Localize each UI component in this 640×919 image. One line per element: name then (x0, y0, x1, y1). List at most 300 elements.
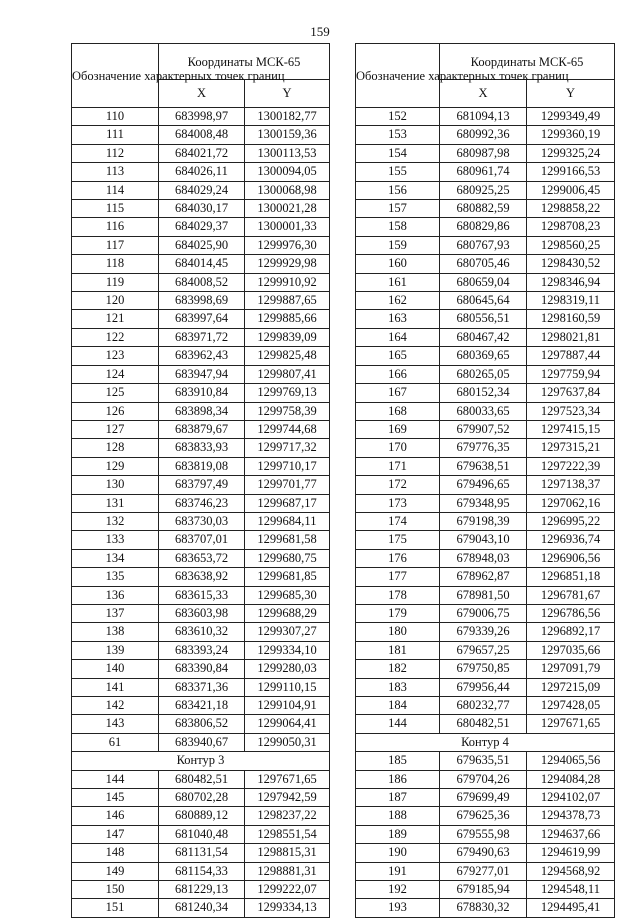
y-coordinate-cell: 1294084,28 (527, 770, 615, 788)
y-coordinate-cell: 1298021,81 (527, 328, 615, 346)
y-coordinate-cell: 1299334,10 (245, 641, 330, 659)
table-row (356, 384, 615, 402)
point-number-cell: 132 (72, 512, 159, 530)
x-coordinate-cell: 680556,51 (440, 310, 527, 328)
y-coordinate-cell: 1297215,09 (527, 678, 615, 696)
y-coordinate-cell: 1299681,85 (245, 568, 330, 586)
point-number-cell: 155 (356, 163, 440, 181)
table-row (72, 236, 330, 254)
x-coordinate-cell: 681240,34 (159, 899, 245, 917)
table-row (356, 512, 615, 530)
y-coordinate-cell: 1300021,28 (245, 200, 330, 218)
point-number-cell: 178 (356, 586, 440, 604)
coordinates-table-left (71, 43, 330, 918)
y-coordinate-cell: 1294637,66 (527, 825, 615, 843)
table-row (72, 292, 330, 310)
x-coordinate-cell: 684025,90 (159, 236, 245, 254)
x-coordinate-cell: 680482,51 (159, 770, 245, 788)
x-coordinate-cell: 680882,59 (440, 200, 527, 218)
table-row (72, 439, 330, 457)
x-coordinate-cell: 683910,84 (159, 384, 245, 402)
table-row (356, 163, 615, 181)
point-number-cell: 157 (356, 200, 440, 218)
point-number-cell: 165 (356, 347, 440, 365)
table-row (72, 108, 330, 126)
point-number-cell: 147 (72, 825, 159, 843)
x-coordinate-cell: 683730,03 (159, 512, 245, 530)
table-row (356, 807, 615, 825)
y-coordinate-cell: 1299717,32 (245, 439, 330, 457)
y-coordinate-cell: 1299744,68 (245, 420, 330, 438)
x-coordinate-cell: 684029,24 (159, 181, 245, 199)
y-coordinate-cell: 1299929,98 (245, 255, 330, 273)
point-number-cell: 184 (356, 697, 440, 715)
point-number-cell: 122 (72, 328, 159, 346)
x-coordinate-cell: 683947,94 (159, 365, 245, 383)
y-coordinate-cell: 1299166,53 (527, 163, 615, 181)
point-number-cell: 149 (72, 862, 159, 880)
point-number-cell: 175 (356, 531, 440, 549)
y-coordinate-cell: 1299688,29 (245, 604, 330, 622)
y-coordinate-cell: 1299307,27 (245, 623, 330, 641)
table-row (356, 604, 615, 622)
point-number-cell: 160 (356, 255, 440, 273)
x-coordinate-cell: 678962,87 (440, 568, 527, 586)
x-coordinate-cell: 681131,54 (159, 844, 245, 862)
header-coordinates: Координаты МСК-65 (159, 44, 330, 80)
y-coordinate-cell: 1299825,48 (245, 347, 330, 365)
point-number-cell: 153 (356, 126, 440, 144)
x-coordinate-cell: 683746,23 (159, 494, 245, 512)
y-coordinate-cell: 1297887,44 (527, 347, 615, 365)
x-coordinate-cell: 683997,64 (159, 310, 245, 328)
y-coordinate-cell: 1296781,67 (527, 586, 615, 604)
x-coordinate-cell: 683879,67 (159, 420, 245, 438)
point-number-cell: 142 (72, 697, 159, 715)
coordinates-table-right (355, 43, 615, 918)
y-coordinate-cell: 1296995,22 (527, 512, 615, 530)
x-coordinate-cell: 683998,69 (159, 292, 245, 310)
table-row (72, 144, 330, 162)
table-row (72, 365, 330, 383)
x-coordinate-cell: 681229,13 (159, 881, 245, 899)
y-coordinate-cell: 1299769,13 (245, 384, 330, 402)
point-number-cell: 115 (72, 200, 159, 218)
x-coordinate-cell: 684014,45 (159, 255, 245, 273)
point-number-cell: 191 (356, 862, 440, 880)
table-row (356, 420, 615, 438)
table-row (356, 568, 615, 586)
table-row (356, 255, 615, 273)
x-coordinate-cell: 681094,13 (440, 108, 527, 126)
y-coordinate-cell: 1297759,94 (527, 365, 615, 383)
point-number-cell: 61 (72, 733, 159, 751)
page-number: 159 (310, 24, 330, 39)
point-number-cell: 113 (72, 163, 159, 181)
point-number-cell: 133 (72, 531, 159, 549)
point-number-cell: 150 (72, 881, 159, 899)
y-coordinate-cell: 1297637,84 (527, 384, 615, 402)
point-number-cell: 123 (72, 347, 159, 365)
x-coordinate-cell: 683898,34 (159, 402, 245, 420)
x-coordinate-cell: 683390,84 (159, 660, 245, 678)
point-number-cell: 130 (72, 476, 159, 494)
y-coordinate-cell: 1299758,39 (245, 402, 330, 420)
y-coordinate-cell: 1298346,94 (527, 273, 615, 291)
x-coordinate-cell: 680889,12 (159, 807, 245, 825)
y-coordinate-cell: 1299885,66 (245, 310, 330, 328)
point-number-cell: 117 (72, 236, 159, 254)
x-coordinate-cell: 679277,01 (440, 862, 527, 880)
point-number-cell: 152 (356, 108, 440, 126)
x-coordinate-cell: 683653,72 (159, 549, 245, 567)
header-coordinates: Координаты МСК-65 (440, 44, 615, 80)
y-coordinate-cell: 1300159,36 (245, 126, 330, 144)
table-row (356, 439, 615, 457)
point-number-cell: 131 (72, 494, 159, 512)
point-number-cell: 136 (72, 586, 159, 604)
table-row (356, 586, 615, 604)
y-coordinate-cell: 1297315,21 (527, 439, 615, 457)
table-row (72, 476, 330, 494)
x-coordinate-cell: 680152,34 (440, 384, 527, 402)
table-row (72, 825, 330, 843)
y-coordinate-cell: 1294102,07 (527, 789, 615, 807)
point-number-cell: 173 (356, 494, 440, 512)
x-coordinate-cell: 679956,44 (440, 678, 527, 696)
point-number-cell: 154 (356, 144, 440, 162)
point-number-cell: 137 (72, 604, 159, 622)
table-row (356, 844, 615, 862)
x-coordinate-cell: 679198,39 (440, 512, 527, 530)
table-row (72, 807, 330, 825)
y-coordinate-cell: 1298237,22 (245, 807, 330, 825)
y-coordinate-cell: 1299280,03 (245, 660, 330, 678)
y-coordinate-cell: 1299710,17 (245, 457, 330, 475)
x-coordinate-cell: 679185,94 (440, 881, 527, 899)
x-coordinate-cell: 683615,33 (159, 586, 245, 604)
y-coordinate-cell: 1300113,53 (245, 144, 330, 162)
y-coordinate-cell: 1297035,66 (527, 641, 615, 659)
x-coordinate-cell: 678948,03 (440, 549, 527, 567)
table-row (356, 881, 615, 899)
point-number-cell: 185 (356, 752, 440, 770)
x-coordinate-cell: 683962,43 (159, 347, 245, 365)
table-row (72, 604, 330, 622)
point-number-cell: 163 (356, 310, 440, 328)
table-row (72, 623, 330, 641)
point-number-cell: 111 (72, 126, 159, 144)
x-coordinate-cell: 680645,64 (440, 292, 527, 310)
y-coordinate-cell: 1294378,73 (527, 807, 615, 825)
table-row (356, 641, 615, 659)
point-number-cell: 129 (72, 457, 159, 475)
y-coordinate-cell: 1300094,05 (245, 163, 330, 181)
y-coordinate-cell: 1297523,34 (527, 402, 615, 420)
point-number-cell: 171 (356, 457, 440, 475)
table-row (72, 770, 330, 788)
y-coordinate-cell: 1299887,65 (245, 292, 330, 310)
x-coordinate-cell: 683819,08 (159, 457, 245, 475)
table-row (72, 181, 330, 199)
x-coordinate-cell: 680925,25 (440, 181, 527, 199)
x-coordinate-cell: 679657,25 (440, 641, 527, 659)
table-row (72, 420, 330, 438)
point-number-cell: 114 (72, 181, 159, 199)
point-number-cell: 186 (356, 770, 440, 788)
y-coordinate-cell: 1298708,23 (527, 218, 615, 236)
y-coordinate-cell: 1299360,19 (527, 126, 615, 144)
x-coordinate-cell: 680829,86 (440, 218, 527, 236)
y-coordinate-cell: 1296906,56 (527, 549, 615, 567)
point-number-cell: 141 (72, 678, 159, 696)
table-row (72, 347, 330, 365)
x-coordinate-cell: 679555,98 (440, 825, 527, 843)
point-number-cell: 134 (72, 549, 159, 567)
point-number-cell: 169 (356, 420, 440, 438)
x-coordinate-cell: 680369,65 (440, 347, 527, 365)
x-coordinate-cell: 683371,36 (159, 678, 245, 696)
x-coordinate-cell: 680467,42 (440, 328, 527, 346)
table-row (356, 660, 615, 678)
y-coordinate-cell: 1299681,58 (245, 531, 330, 549)
table-row (72, 310, 330, 328)
table-row (72, 641, 330, 659)
table-row (72, 881, 330, 899)
table-row (72, 126, 330, 144)
y-coordinate-cell: 1296892,17 (527, 623, 615, 641)
table-row (72, 549, 330, 567)
table-row (356, 789, 615, 807)
point-number-cell: 125 (72, 384, 159, 402)
point-number-cell: 146 (72, 807, 159, 825)
x-coordinate-cell: 679490,63 (440, 844, 527, 862)
x-coordinate-cell: 684029,37 (159, 218, 245, 236)
table-row (356, 144, 615, 162)
x-coordinate-cell: 683971,72 (159, 328, 245, 346)
point-number-cell: 145 (72, 789, 159, 807)
y-coordinate-cell: 1296936,74 (527, 531, 615, 549)
table-row (356, 715, 615, 733)
x-coordinate-cell: 678981,50 (440, 586, 527, 604)
table-row (356, 494, 615, 512)
y-coordinate-cell: 1299110,15 (245, 678, 330, 696)
table-row (356, 752, 615, 770)
table-row (356, 236, 615, 254)
table-row (356, 365, 615, 383)
point-number-cell: 120 (72, 292, 159, 310)
x-coordinate-cell: 684026,11 (159, 163, 245, 181)
point-number-cell: 162 (356, 292, 440, 310)
x-coordinate-cell: 680767,93 (440, 236, 527, 254)
point-number-cell: 176 (356, 549, 440, 567)
table-row (356, 347, 615, 365)
point-number-cell: 180 (356, 623, 440, 641)
table-row (356, 310, 615, 328)
x-coordinate-cell: 684008,48 (159, 126, 245, 144)
y-coordinate-cell: 1299325,24 (527, 144, 615, 162)
table-row (72, 586, 330, 604)
x-coordinate-cell: 679496,65 (440, 476, 527, 494)
x-coordinate-cell: 683833,93 (159, 439, 245, 457)
x-coordinate-cell: 683393,24 (159, 641, 245, 659)
header-x: X (440, 80, 527, 108)
y-coordinate-cell: 1298160,59 (527, 310, 615, 328)
header-y: Y (245, 80, 330, 108)
point-number-cell: 172 (356, 476, 440, 494)
table-row (72, 531, 330, 549)
table-row (356, 273, 615, 291)
y-coordinate-cell: 1297942,59 (245, 789, 330, 807)
table-row (72, 218, 330, 236)
table-body (72, 108, 330, 918)
table-row (356, 218, 615, 236)
y-coordinate-cell: 1299680,75 (245, 549, 330, 567)
table-row (356, 678, 615, 696)
point-number-cell: 118 (72, 255, 159, 273)
x-coordinate-cell: 683638,92 (159, 568, 245, 586)
y-coordinate-cell: 1300001,33 (245, 218, 330, 236)
table-row (356, 200, 615, 218)
y-coordinate-cell: 1297671,65 (527, 715, 615, 733)
x-coordinate-cell: 683998,97 (159, 108, 245, 126)
table-row (72, 328, 330, 346)
y-coordinate-cell: 1294065,56 (527, 752, 615, 770)
y-coordinate-cell: 1298430,52 (527, 255, 615, 273)
table-row (72, 862, 330, 880)
contour-label: Контур 4 (356, 733, 615, 751)
table-row (72, 494, 330, 512)
point-number-cell: 166 (356, 365, 440, 383)
point-number-cell: 112 (72, 144, 159, 162)
point-number-cell: 189 (356, 825, 440, 843)
y-coordinate-cell: 1300068,98 (245, 181, 330, 199)
table-row (72, 660, 330, 678)
y-coordinate-cell: 1299006,45 (527, 181, 615, 199)
y-coordinate-cell: 1300182,77 (245, 108, 330, 126)
x-coordinate-cell: 684030,17 (159, 200, 245, 218)
y-coordinate-cell: 1297671,65 (245, 770, 330, 788)
x-coordinate-cell: 679006,75 (440, 604, 527, 622)
point-number-cell: 170 (356, 439, 440, 457)
x-coordinate-cell: 684008,52 (159, 273, 245, 291)
x-coordinate-cell: 679043,10 (440, 531, 527, 549)
x-coordinate-cell: 679339,26 (440, 623, 527, 641)
table-row (356, 457, 615, 475)
x-coordinate-cell: 680482,51 (440, 715, 527, 733)
point-number-cell: 174 (356, 512, 440, 530)
x-coordinate-cell: 680033,65 (440, 402, 527, 420)
x-coordinate-cell: 683797,49 (159, 476, 245, 494)
point-number-cell: 182 (356, 660, 440, 678)
point-number-cell: 124 (72, 365, 159, 383)
y-coordinate-cell: 1298560,25 (527, 236, 615, 254)
x-coordinate-cell: 683806,52 (159, 715, 245, 733)
table-row (356, 549, 615, 567)
point-number-cell: 128 (72, 439, 159, 457)
y-coordinate-cell: 1298858,22 (527, 200, 615, 218)
x-coordinate-cell: 683940,67 (159, 733, 245, 751)
table-row (72, 512, 330, 530)
table-row (72, 789, 330, 807)
x-coordinate-cell: 680232,77 (440, 697, 527, 715)
y-coordinate-cell: 1296851,18 (527, 568, 615, 586)
point-number-cell: 177 (356, 568, 440, 586)
point-number-cell: 127 (72, 420, 159, 438)
point-number-cell: 167 (356, 384, 440, 402)
table-row (72, 844, 330, 862)
table-row (72, 384, 330, 402)
header-x: X (159, 80, 245, 108)
table-row (356, 126, 615, 144)
point-number-cell: 158 (356, 218, 440, 236)
point-number-cell: 168 (356, 402, 440, 420)
y-coordinate-cell: 1299910,92 (245, 273, 330, 291)
y-coordinate-cell: 1296786,56 (527, 604, 615, 622)
x-coordinate-cell: 679635,51 (440, 752, 527, 770)
contour-label: Контур 3 (72, 752, 330, 770)
contour-header-row (356, 733, 615, 751)
x-coordinate-cell: 681154,33 (159, 862, 245, 880)
table-row (356, 697, 615, 715)
x-coordinate-cell: 679638,51 (440, 457, 527, 475)
point-number-cell: 144 (72, 770, 159, 788)
x-coordinate-cell: 679704,26 (440, 770, 527, 788)
y-coordinate-cell: 1299334,13 (245, 899, 330, 917)
table-row (356, 181, 615, 199)
y-coordinate-cell: 1297222,39 (527, 457, 615, 475)
x-coordinate-cell: 681040,48 (159, 825, 245, 843)
table-row (356, 825, 615, 843)
header-point-designation: Обозначение характерных точек границ (356, 44, 440, 108)
table-row (72, 402, 330, 420)
y-coordinate-cell: 1294619,99 (527, 844, 615, 862)
y-coordinate-cell: 1299064,41 (245, 715, 330, 733)
point-number-cell: 144 (356, 715, 440, 733)
y-coordinate-cell: 1298881,31 (245, 862, 330, 880)
y-coordinate-cell: 1299687,17 (245, 494, 330, 512)
y-coordinate-cell: 1294568,92 (527, 862, 615, 880)
x-coordinate-cell: 680987,98 (440, 144, 527, 162)
point-number-cell: 164 (356, 328, 440, 346)
point-number-cell: 193 (356, 899, 440, 917)
point-number-cell: 156 (356, 181, 440, 199)
contour-header-row (72, 752, 330, 770)
point-number-cell: 110 (72, 108, 159, 126)
table-row (356, 899, 615, 917)
table-row (356, 328, 615, 346)
x-coordinate-cell: 680992,36 (440, 126, 527, 144)
x-coordinate-cell: 679348,95 (440, 494, 527, 512)
table-row (72, 715, 330, 733)
x-coordinate-cell: 680961,74 (440, 163, 527, 181)
x-coordinate-cell: 680265,05 (440, 365, 527, 383)
x-coordinate-cell: 678830,32 (440, 899, 527, 917)
table-row (356, 402, 615, 420)
table-row (72, 200, 330, 218)
point-number-cell: 143 (72, 715, 159, 733)
point-number-cell: 138 (72, 623, 159, 641)
point-number-cell: 135 (72, 568, 159, 586)
y-coordinate-cell: 1294548,11 (527, 881, 615, 899)
point-number-cell: 119 (72, 273, 159, 291)
y-coordinate-cell: 1299685,30 (245, 586, 330, 604)
y-coordinate-cell: 1297428,05 (527, 697, 615, 715)
header-y: Y (527, 80, 615, 108)
point-number-cell: 188 (356, 807, 440, 825)
y-coordinate-cell: 1299349,49 (527, 108, 615, 126)
table-row (356, 292, 615, 310)
